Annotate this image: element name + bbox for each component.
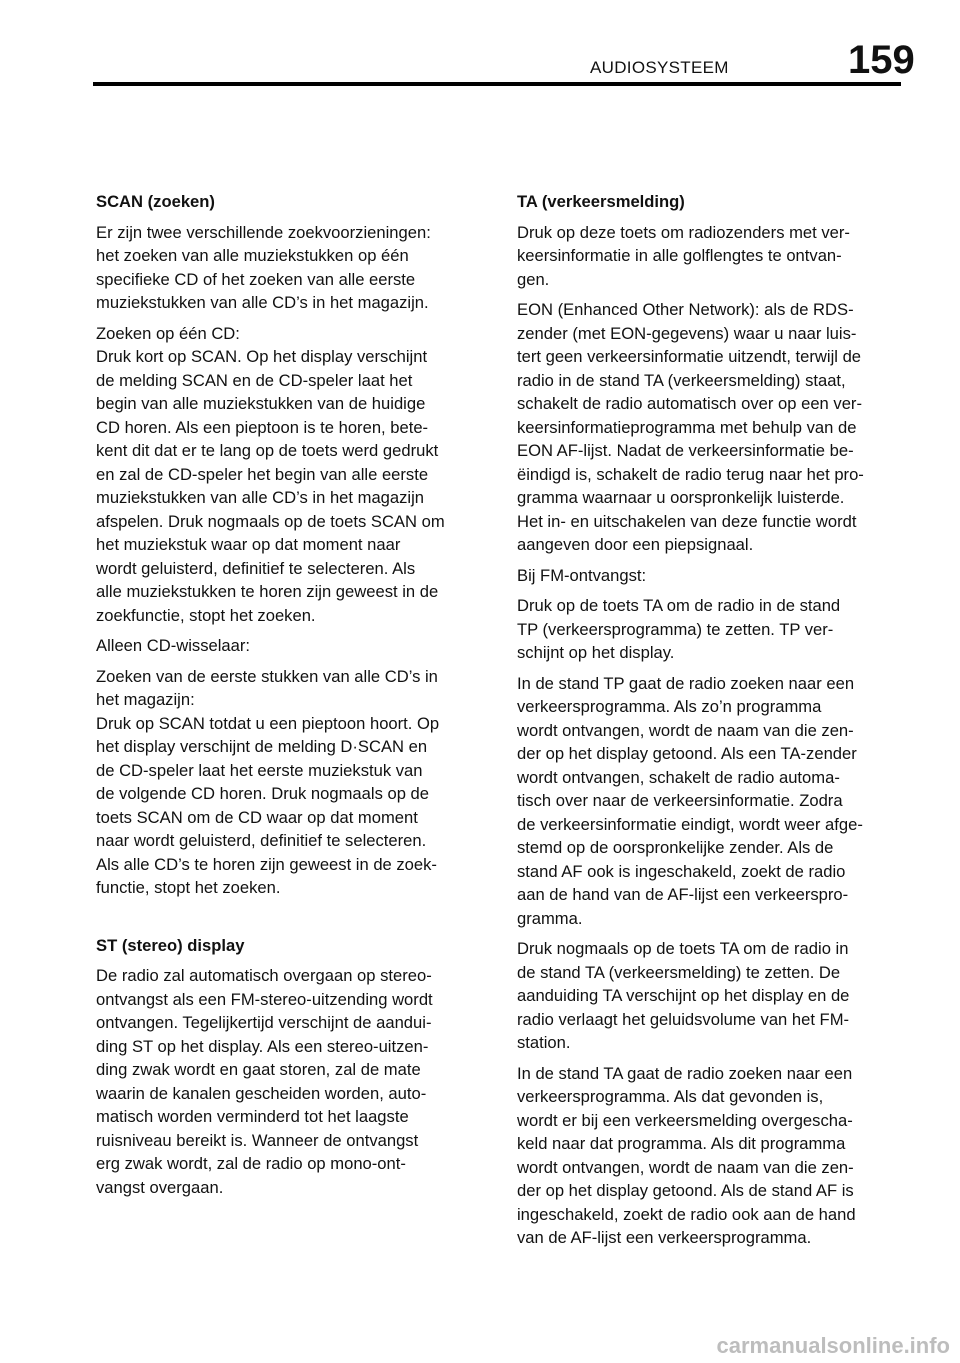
left-column	[96, 190, 488, 1206]
st-paragraph: De radio zal automatisch overgaan op stereo- ontvangst als een FM-stereo-uitzending wordt ontvangen. Tegelijkertijd verschijnt de aandui- ding ST op het display. Als een stereo-uitzen- ding zwak wordt en gaat storen, zal de mate waarin de kanalen gescheiden worden, auto- matisch worden verminderd tot het laagste ruisniveau bereikt is. Wanneer de ontvangst erg zwak wordt, zal de radio op mono-ont- vangst overgaan.	[96, 966, 433, 1197]
ta-heading: TA (verkeersmelding)	[517, 192, 685, 211]
ta-tp-mode-paragraph: In de stand TP gaat de radio zoeken naar een verkeersprogramma. Als zo’n programma wordt ontvangen, wordt de naam van die zen- der op het display getoond. Als een TA-zender wordt ontvangen, schakelt de radio automa- tisch over naar de verkeersinformatie. Zodra de verkeersinformatie eindigt, wordt weer afge- stemd op de oorspronkelijke zender. Als de stand AF ook is ingeschakeld, zoekt de radio aan de hand van de AF-lijst een verkeerspro- gramma.	[517, 673, 863, 928]
scan-single-cd-paragraph: Zoeken op één CD: Druk kort op SCAN. Op het display verschijnt de melding SCAN en de CD-speler laat het begin van alle muziekstukken van de huidige CD horen. Als een pieptoon is te horen, bete- kent dit dat er te lang op de toets werd gedrukt en zal de CD-speler het begin van alle eerste muziekstukken van alle CD’s in het magazijn afspelen. Druk nogmaals op de toets SCAN om het muziekstuk waar op dat moment naar wordt geluisterd, definitief te selecteren. Als alle muziekstukken te horen zijn geweest in de zoekfunctie, stopt het zoeken.	[96, 323, 445, 625]
section-title: AUDIOSYSTEEM	[590, 58, 729, 77]
scan-heading: SCAN (zoeken)	[96, 192, 215, 211]
ta-eon-paragraph: EON (Enhanced Other Network): als de RDS- zender (met EON-gegevens) waar u naar luis- tert geen verkeersinformatie uitzendt, terwijl de radio in de stand TA (verkeersmelding) staat, schakelt de radio automatisch over op een ver- keersinformatieprogramma met behulp van de EON AF-lijst. Nadat de verkeersinformatie be- ëindigd is, schakelt de radio terug naar het pro- gramma waarnaar u oorspronkelijk luisterde. Het in- en uitschakelen van deze functie wordt aangeven door een piepsignaal.	[517, 300, 864, 554]
header-rule	[93, 82, 901, 86]
scan-changer-paragraph: Zoeken van de eerste stukken van alle CD’s in het magazijn: Druk op SCAN totdat u een pieptoon hoort. Op het display verschijnt de melding D·SCAN en de CD-speler laat het eerste muziekstuk van de volgende CD horen. Druk nogmaals op de toets SCAN om de CD waar op dat moment naar wordt geluisterd, definitief te selecteren. Als alle CD’s te horen zijn geweest in de zoek- functie, stopt het zoeken.	[96, 666, 440, 897]
page-number: 159	[848, 38, 915, 82]
right-column	[517, 190, 909, 1257]
ta-tp-paragraph: Druk op de toets TA om de radio in de stand TP (verkeersprogramma) te zetten. TP ver- schijnt op het display.	[517, 596, 841, 662]
watermark: carmanualsonline.info	[716, 1333, 950, 1358]
scan-changer-label: Alleen CD-wisselaar:	[96, 636, 251, 655]
ta-press-again-paragraph: Druk nogmaals op de toets TA om de radio in de stand TA (verkeersmelding) te zetten. De aanduiding TA verschijnt op het display en de radio verlaagt het geluidsvolume van het FM- station.	[517, 939, 850, 1052]
st-heading: ST (stereo) display	[96, 935, 245, 955]
ta-intro-paragraph: Druk op deze toets om radiozenders met ver- keersinformatie in alle golflengtes te ontvan- gen.	[517, 222, 850, 289]
ta-fm-label: Bij FM-ontvangst:	[517, 565, 647, 585]
section-spacer	[96, 907, 488, 934]
ta-mode-paragraph: In de stand TA gaat de radio zoeken naar een verkeersprogramma. Als dat gevonden is, wordt er bij een verkeersmelding overgescha- keld naar dat programma. Als dit programma wordt ontvangen, wordt de naam van die zen- der op het display getoond. Als de stand AF is ingeschakeld, zoekt de radio ook aan de hand van de AF-lijst een verkeersprogramma.	[517, 1063, 856, 1247]
page-header	[0, 0, 960, 100]
scan-intro-paragraph: Er zijn twee verschillende zoekvoorzieningen: het zoeken van alle muziekstukken op één specifieke CD of het zoeken van alle eerste muziekstukken van alle CD’s in het magazijn.	[96, 222, 431, 312]
